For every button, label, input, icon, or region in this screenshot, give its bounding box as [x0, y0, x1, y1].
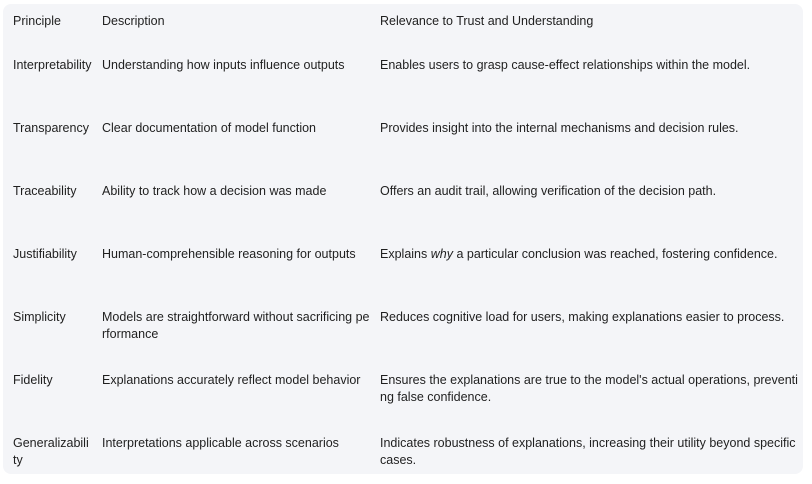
cell-relevance: Provides insight into the internal mechanisms and decision rules. [380, 121, 739, 135]
cell-relevance: Enables users to grasp cause-effect relationships within the model. [380, 58, 751, 72]
table-row [3, 168, 803, 231]
cell-relevance: Ensures the explanations are true to the model's actual operations, preventing false confidence. [380, 373, 798, 404]
cell-relevance: Indicates robustness of explanations, increasing their utility beyond specific cases. [380, 436, 796, 467]
cell-description: Clear documentation of model function [102, 121, 317, 135]
header-principle: Principle [13, 14, 61, 28]
cell-principle: Simplicity [13, 310, 66, 324]
table-row [3, 420, 803, 484]
cell-principle: Interpretability [13, 58, 92, 72]
cell-description: Models are straightforward without sacrificing performance [102, 310, 370, 341]
relevance-emphasis: why [430, 247, 453, 261]
cell-description: Understanding how inputs influence outputs [102, 58, 345, 72]
cell-description: Ability to track how a decision was made [102, 184, 327, 198]
cell-description: Human-comprehensible reasoning for outputs [102, 247, 356, 261]
table-container [3, 4, 803, 474]
cell-relevance: Reduces cognitive load for users, making explanations easier to process. [380, 310, 785, 324]
table-row [3, 231, 803, 294]
cell-principle: Traceability [13, 184, 77, 198]
header-relevance: Relevance to Trust and Understanding [380, 14, 594, 28]
cell-relevance [370, 231, 803, 294]
cell-principle: Generalizability [13, 436, 89, 467]
cell-description: Interpretations applicable across scenarios [102, 436, 339, 450]
cell-principle: Fidelity [13, 373, 53, 387]
table-row [3, 105, 803, 168]
relevance-text-after: a particular conclusion was reached, fostering confidence. [452, 247, 778, 261]
cell-principle: Transparency [13, 121, 89, 135]
table-row [3, 294, 803, 357]
cell-description: Explanations accurately reflect model behavior [102, 373, 361, 387]
cell-relevance: Offers an audit trail, allowing verification of the decision path. [380, 184, 717, 198]
cell-principle: Justifiability [13, 247, 77, 261]
header-description: Description [102, 14, 165, 28]
table-row [3, 357, 803, 420]
relevance-text-before: Explains [380, 247, 431, 261]
principles-table [3, 4, 803, 484]
table-row [3, 42, 803, 105]
table-header-row [3, 4, 803, 42]
